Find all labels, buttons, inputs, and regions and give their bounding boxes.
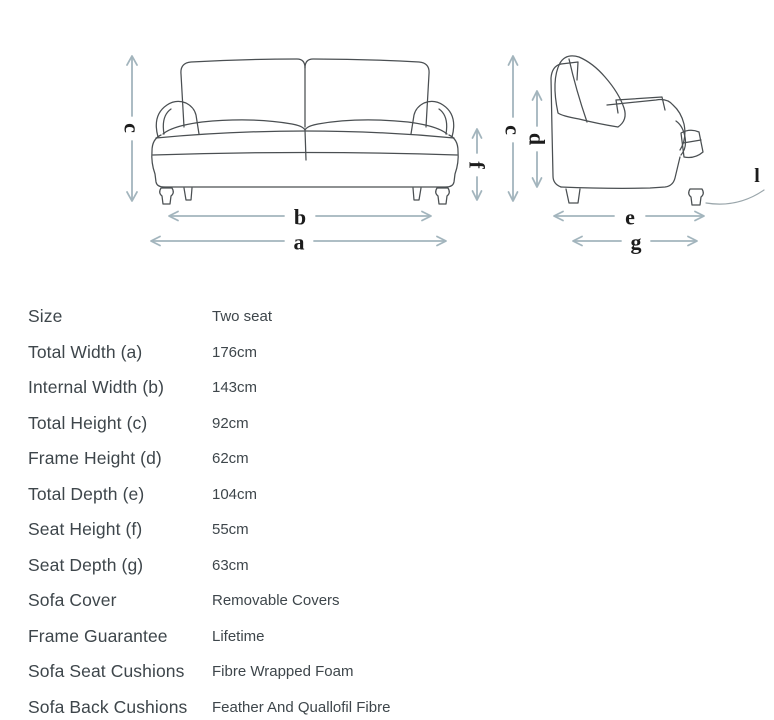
internal-width-label: b — [293, 204, 307, 230]
side-back-cushion — [555, 56, 625, 127]
front-center-split — [305, 130, 306, 160]
spec-value: Lifetime — [212, 627, 265, 645]
spec-row-sofa-cover — [28, 583, 758, 619]
leg-label: l — [754, 165, 760, 187]
frame-height-label: d — [524, 132, 550, 146]
spec-label: Sofa Cover — [28, 590, 117, 611]
spec-label: Frame Guarantee — [28, 625, 168, 646]
spec-row-size — [28, 299, 758, 335]
spec-row-total-width — [28, 335, 758, 371]
spec-label: Frame Height (d) — [28, 448, 162, 469]
spec-row-internal-width — [28, 370, 758, 406]
total-width-label: a — [293, 229, 305, 255]
side-front-turned-leg — [689, 189, 704, 205]
side-base-and-front-edge — [561, 157, 680, 188]
front-left-back-leg — [184, 188, 192, 200]
spec-label: Total Depth (e) — [28, 483, 145, 504]
side-back-frame — [551, 64, 561, 187]
spec-value: 104cm — [212, 485, 258, 503]
front-left-turned-leg — [160, 188, 174, 204]
spec-label: Seat Height (f) — [28, 519, 143, 540]
front-total-height-label: c — [119, 123, 145, 133]
front-backrest-right — [305, 59, 429, 127]
side-back-frame-top — [561, 62, 578, 80]
front-right-turned-leg — [436, 188, 450, 204]
spec-label: Total Height (c) — [28, 412, 148, 433]
spec-value: 63cm — [212, 556, 249, 574]
spec-value: 143cm — [212, 379, 258, 397]
spec-label: Size — [28, 306, 63, 327]
spec-value: 55cm — [212, 521, 249, 539]
spec-value: 92cm — [212, 414, 249, 432]
spec-label: Sofa Back Cushions — [28, 696, 188, 717]
seat-depth-label: g — [630, 229, 642, 255]
spec-row-frame-height — [28, 441, 758, 477]
spec-label: Total Width (a) — [28, 341, 143, 362]
total-depth-label: e — [625, 204, 635, 230]
spec-row-seat-cushions — [28, 654, 758, 690]
front-left-arm — [156, 101, 199, 137]
spec-label: Internal Width (b) — [28, 377, 165, 398]
front-seat-height-label: f — [464, 161, 490, 169]
front-seat-band-mid — [153, 153, 457, 156]
spec-value: 62cm — [212, 450, 249, 468]
spec-row-back-cushions — [28, 690, 758, 720]
spec-value: Two seat — [212, 308, 273, 326]
side-back-leg — [566, 189, 580, 203]
spec-row-seat-depth — [28, 548, 758, 584]
dimension-arrows — [127, 56, 704, 246]
spec-table — [28, 299, 758, 720]
spec-label: Seat Depth (g) — [28, 554, 144, 575]
spec-row-total-depth — [28, 477, 758, 513]
side-arm-top-roll — [607, 100, 685, 150]
spec-row-seat-height — [28, 512, 758, 548]
spec-label: Sofa Seat Cushions — [28, 661, 185, 682]
front-left-edge — [152, 135, 164, 187]
side-total-height-label: c — [500, 125, 526, 135]
sofa-dimensions-diagram — [0, 0, 774, 290]
sofa-front-view-sketch — [152, 59, 458, 204]
dimension-labels — [120, 123, 761, 254]
spec-value: Removable Covers — [212, 592, 340, 610]
spec-value: Fibre Wrapped Foam — [212, 663, 354, 681]
spec-row-total-height — [28, 406, 758, 442]
spec-row-frame-guarantee — [28, 619, 758, 655]
spec-value: 176cm — [212, 343, 258, 361]
front-right-arm — [411, 101, 454, 137]
leg-pointer-curve — [706, 190, 764, 204]
front-backrest-left — [181, 59, 305, 127]
front-right-back-leg — [413, 188, 421, 200]
sofa-side-view-sketch — [551, 56, 703, 205]
spec-value: Feather And Quallofil Fibre — [212, 698, 391, 716]
front-right-edge — [446, 135, 458, 187]
